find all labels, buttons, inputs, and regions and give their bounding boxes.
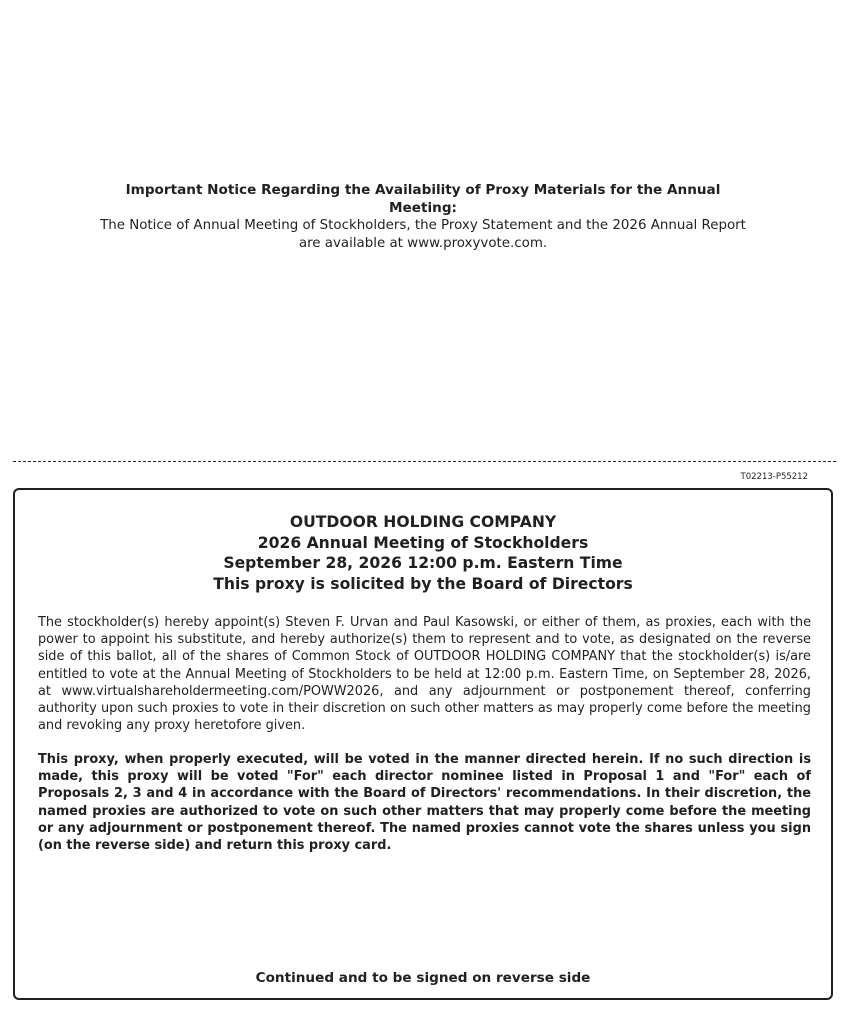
proxy-card [13,488,833,1000]
meeting-datetime: September 28, 2026 12:00 p.m. Eastern Time [223,554,623,572]
detach-line [13,461,836,462]
solicitation-line: This proxy is solicited by the Board of Directors [213,574,633,593]
voting-directive-paragraph: This proxy, when properly executed, will be voted in the manner directed herein. If no such direction is made, this proxy will be voted "For" each director nominee listed in Proposal 1 and "For" each of Proposals 2, 3 and 4 in accordance with the Board of Directors' recommendations. In their discretion, the named proxies are authorized to vote on such other matters that may properly come before the meeting or any adjournment or postponement thereof. The named proxies cannot vote the shares unless you sign (on the reverse side) and return this proxy card. [38,752,811,854]
continued-note: Continued and to be signed on reverse side [255,970,591,986]
card-header [15,512,831,594]
job-code: T02213-P55212 [740,472,808,482]
notice-body: The Notice of Annual Meeting of Stockholders, the Proxy Statement and the 2026 Annual Report are available at www.proxyvote.com. [100,218,746,251]
appointment-paragraph: The stockholder(s) hereby appoint(s) Steven F. Urvan and Paul Kasowski, or either of them, as proxies, each with the power to appoint his substitute, and hereby authorize(s) them to represent and to vote, as designated on the reverse side of this ballot, all of the shares of Common Stock of OUTDOOR HOLDING COMPANY that the stockholder(s) is/are entitled to vote at the Annual Meeting of Stockholders to be held at 12:00 p.m. Eastern Time, on September 28, 2026, at www.virtualshareholdermeeting.com/POWW2026, and any adjournment or postponement thereof, conferring authority upon such proxies to vote in their discretion on such other matters as may properly come before the meeting and revoking any proxy heretofore given. [38,615,811,734]
notice-title: Important Notice Regarding the Availability of Proxy Materials for the Annual Meeting: [125,182,721,216]
proxy-materials-notice [100,182,746,252]
company-name: OUTDOOR HOLDING COMPANY [289,513,557,531]
meeting-name: 2026 Annual Meeting of Stockholders [257,533,589,552]
